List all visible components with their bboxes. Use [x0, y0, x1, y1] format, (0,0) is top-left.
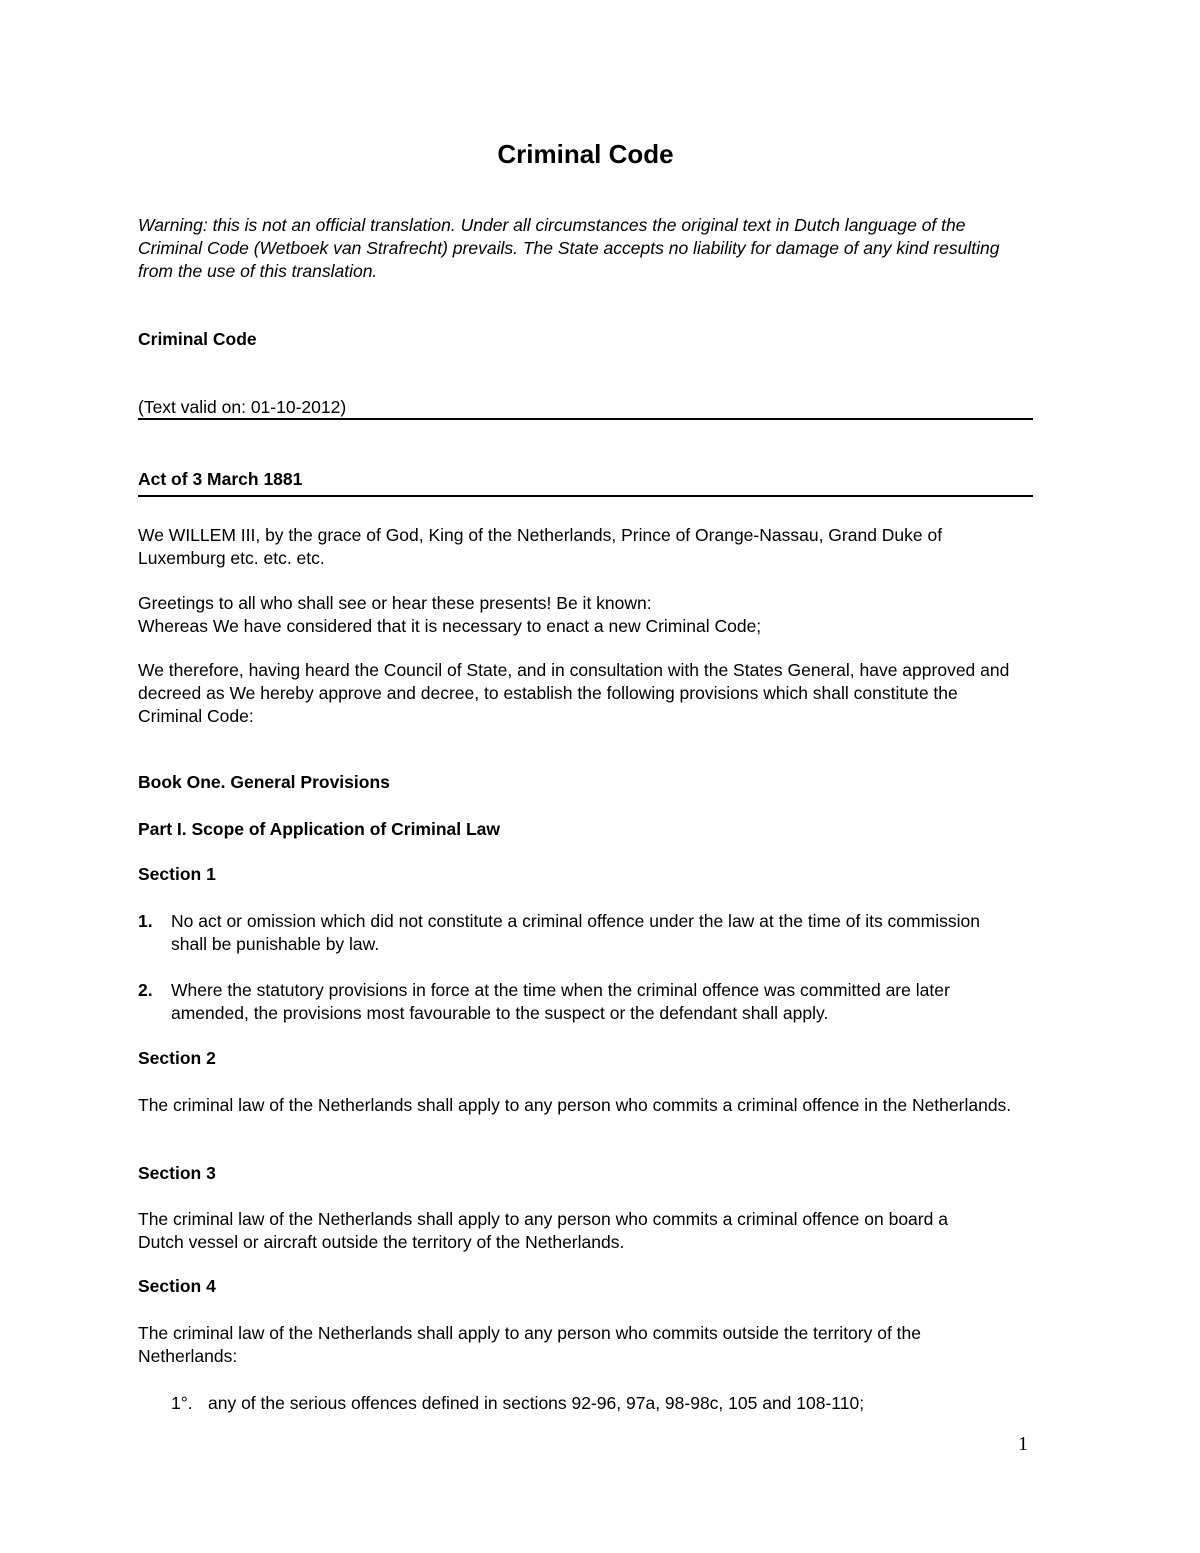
item-number: 1.: [138, 911, 153, 931]
act-heading: Act of 3 March 1881: [138, 469, 303, 489]
section-text: The criminal law of the Netherlands shall apply to any person who commits outside the territory of the Netherlands:: [138, 1323, 922, 1366]
list-item: [138, 910, 1018, 956]
item-number: 1°.: [171, 1393, 193, 1413]
preamble-paragraph: We WILLEM III, by the grace of God, King of the Netherlands, Prince of Orange-Nassau, Grand Duke of Luxemburg etc. etc. etc.: [138, 525, 943, 568]
document-title: Criminal Code: [497, 139, 674, 169]
book-heading: Book One. General Provisions: [138, 772, 390, 792]
validity-date: (Text valid on: 01-10-2012): [138, 397, 347, 417]
section-heading: Section 4: [138, 1276, 216, 1296]
list-item: [171, 1392, 1021, 1415]
section-text: The criminal law of the Netherlands shall apply to any person who commits a criminal offence on board a Dutch vessel or aircraft outside the territory of the Netherlands.: [138, 1209, 948, 1252]
divider-line: [138, 418, 1033, 420]
item-number: 2.: [138, 980, 153, 1000]
section-heading: Section 3: [138, 1163, 216, 1183]
preamble-whereas: Whereas We have considered that it is necessary to enact a new Criminal Code;: [138, 616, 762, 636]
section-text: The criminal law of the Netherlands shall apply to any person who commits a criminal offence in the Netherlands.: [138, 1095, 1012, 1115]
item-text: any of the serious offences defined in sections 92-96, 97a, 98-98c, 105 and 108-110;: [208, 1393, 865, 1413]
item-text: No act or omission which did not constitute a criminal offence under the law at the time of its commission shall be punishable by law.: [171, 911, 980, 954]
section-heading: Section 1: [138, 864, 216, 884]
item-text: Where the statutory provisions in force at the time when the criminal offence was committed are later amended, the provisions most favourable to the suspect or the defendant shall apply.: [171, 980, 950, 1023]
preamble-greeting: Greetings to all who shall see or hear these presents! Be it known:: [138, 593, 652, 613]
page-number: 1: [1018, 1433, 1028, 1455]
divider-line: [138, 495, 1033, 497]
section-heading: Section 2: [138, 1048, 216, 1068]
list-item: [138, 979, 1018, 1025]
preamble-decree: We therefore, having heard the Council of State, and in consultation with the States General, have approved and decreed as We hereby approve and decree, to establish the following provisions which shall constitute the Criminal Code:: [138, 660, 1010, 726]
translation-warning: Warning: this is not an official translation. Under all circumstances the original text in Dutch language of the Criminal Code (Wetboek van Strafrecht) prevails. The State accepts no liability for damage of any kind resulting from the use of this translation.: [138, 215, 1000, 281]
code-heading: Criminal Code: [138, 329, 257, 349]
part-heading: Part I. Scope of Application of Criminal Law: [138, 819, 501, 839]
